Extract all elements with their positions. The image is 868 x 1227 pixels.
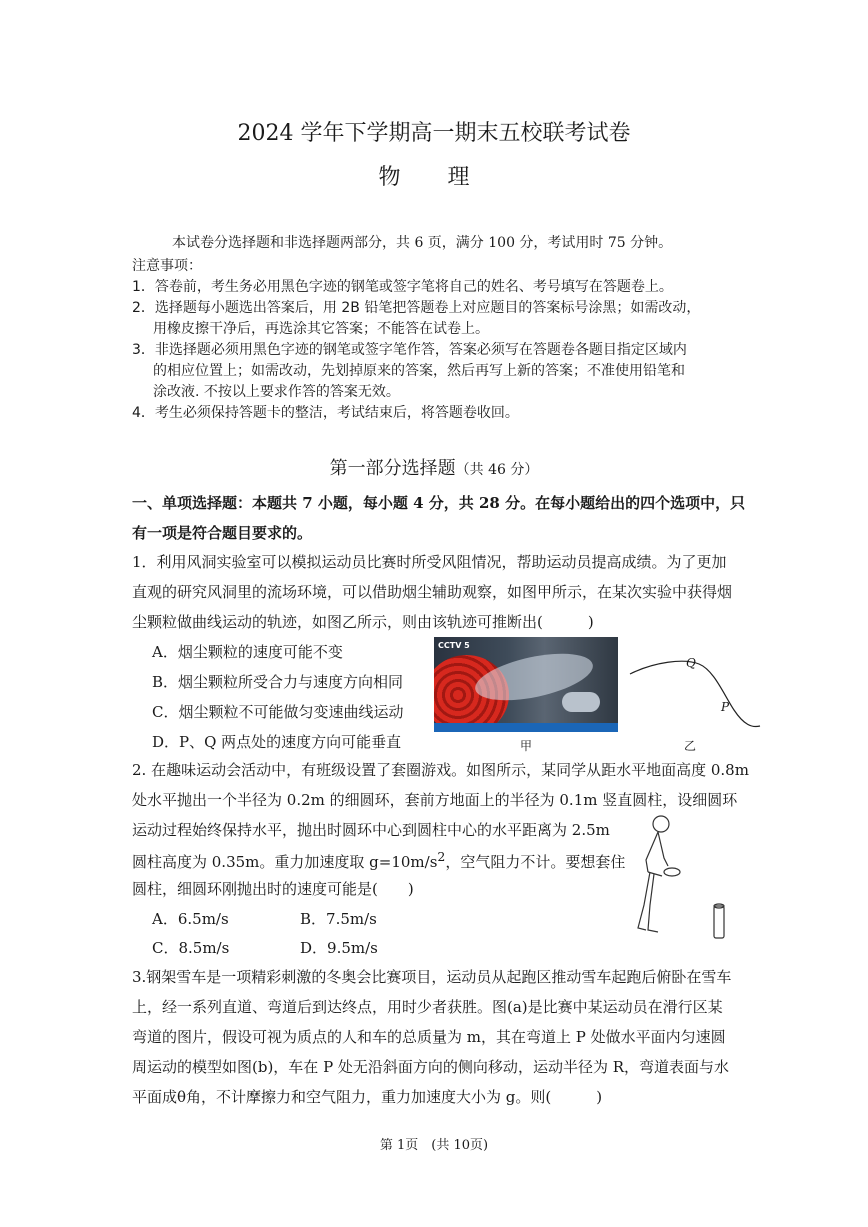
q2-option-d: D．9.5m/s (300, 939, 378, 957)
nozzle-graphic (562, 692, 600, 712)
q2-stem-line2: 处水平抛出一个半径为 0.2m 的细圆环，套前方地面上的半径为 0.1m 竖直圆柱，设细圆环 (132, 791, 738, 809)
note-2: 2．选择题每小题选出答案后，用 2B 铅笔把答题卷上对应题目的答案标号涂黑；如需改动， (132, 300, 701, 316)
trajectory-diagram (624, 640, 764, 735)
q3-stem-line1: 3.钢架雪车是一项精彩刺激的冬奥会比赛项目，运动员从起跑区推动雪车起跑后俯卧在雪车 (132, 968, 732, 986)
q2-line4-text: 圆柱高度为 0.35m。重力加速度取 g=10m/s (132, 853, 438, 871)
point-q-label: Q (686, 656, 696, 670)
exam-title: 2024 学年下学期高一期末五校联考试卷 (237, 121, 631, 146)
q2-superscript: 2 (437, 849, 446, 864)
q2-stem-line4 (132, 849, 625, 872)
q1-stem-line1: 1．利用风洞实验室可以模拟运动员比赛时所受风阻情况，帮助运动员提高成绩。为了更加 (132, 553, 727, 571)
q3-stem-line2: 上，经一系列直道、弯道后到达终点，用时少者获胜。图(a)是比赛中某运动员在滑行区某 (132, 998, 723, 1016)
note-2-cont: 用橡皮擦干净后，再选涂其它答案；不能答在试卷上。 (153, 321, 489, 337)
exam-intro: 本试卷分选择题和非选择题两部分，共 6 页，满分 100 分，考试用时 75 分钟。 (172, 235, 673, 251)
note-4: 4．考生必须保持答题卡的整洁，考试结束后，将答题卷收回。 (132, 405, 519, 421)
q2-option-b: B．7.5m/s (300, 910, 377, 928)
q2-option-c: C．8.5m/s (152, 939, 230, 957)
figure-jia-caption: 甲 (520, 739, 533, 753)
news-ticker-bar (434, 723, 618, 732)
note-1: 1．答卷前，考生务必用黑色字迹的钢笔或签字笔将自己的姓名、考号填写在答题卷上。 (132, 279, 673, 295)
part-1-title: 第一部分选择题 (329, 458, 456, 479)
notes-heading: 注意事项： (132, 258, 202, 274)
thrown-ring (664, 868, 680, 876)
section-1-instructions: 一、单项选择题：本题共 7 小题，每小题 4 分，共 28 分。在每小题给出的四个选项中，只 (132, 494, 746, 512)
q1-option-b: B．烟尘颗粒所受合力与速度方向相同 (152, 673, 404, 691)
section-1-instructions-cont: 有一项是符合题目要求的。 (132, 524, 313, 542)
trajectory-curve (630, 661, 760, 726)
part-1-heading (0, 454, 868, 480)
q2-line4-text-2: ，空气阻力不计。要想套住 (445, 853, 626, 871)
ring-toss-figure (618, 810, 738, 945)
note-3: 3．非选择题必须用黑色字迹的钢笔或签字笔作答，答案必须写在答题卷各题目指定区域内 (132, 342, 687, 358)
q3-stem-line4: 周运动的模型如图(b)，车在 P 处无沿斜面方向的侧向移动，运动半径为 R，弯道表面与水 (132, 1058, 730, 1076)
q1-stem-line2: 直观的研究风洞里的流场环境，可以借助烟尘辅助观察，如图甲所示，在某次实验中获得烟 (132, 583, 733, 601)
q2-stem-line3: 运动过程始终保持水平，抛出时圆环中心到圆柱中心的水平距离为 2.5m (132, 821, 610, 839)
q1-option-d: D．P、Q 两点处的速度方向可能垂直 (152, 733, 402, 751)
q2-stem-line5: 圆柱，细圆环刚抛出时的速度可能是( ) (132, 880, 414, 898)
q1-stem-line3: 尘颗粒做曲线运动的轨迹，如图乙所示，则由该轨迹可推断出( ) (132, 613, 594, 631)
q1-option-a: A．烟尘颗粒的速度可能不变 (152, 643, 343, 661)
figure-yi-caption: 乙 (684, 739, 697, 753)
q3-stem-line5: 平面成θ角，不计摩擦力和空气阻力，重力加速度大小为 g。则( ) (132, 1088, 603, 1106)
note-3-cont: 的相应位置上；如需改动，先划掉原来的答案，然后再写上新的答案；不准使用铅笔和 (153, 363, 685, 379)
wind-tunnel-photo (434, 637, 618, 732)
page-footer: 第 1页 (共 10页) (379, 1138, 489, 1153)
part-1-score: （共 46 分） (455, 462, 539, 478)
q1-option-c: C．烟尘颗粒不可能做匀变速曲线运动 (152, 703, 404, 721)
q2-option-a: A．6.5m/s (152, 910, 229, 928)
exam-subject: 物 理 (378, 165, 490, 190)
q2-stem-line1: 2. 在趣味运动会活动中，有班级设置了套圈游戏。如图所示，某同学从距水平地面高度 0.8m (132, 761, 749, 779)
q3-stem-line3: 弯道的图片，假设可视为质点的人和车的总质量为 m，其在弯道上 P 处做水平面内匀速圆 (132, 1028, 726, 1046)
cctv-logo: CCTV 5 (438, 641, 470, 650)
note-3-cont2: 涂改液. 不按以上要求作答的答案无效。 (153, 384, 400, 400)
pillar (714, 906, 724, 938)
point-p-label: P (721, 700, 730, 714)
